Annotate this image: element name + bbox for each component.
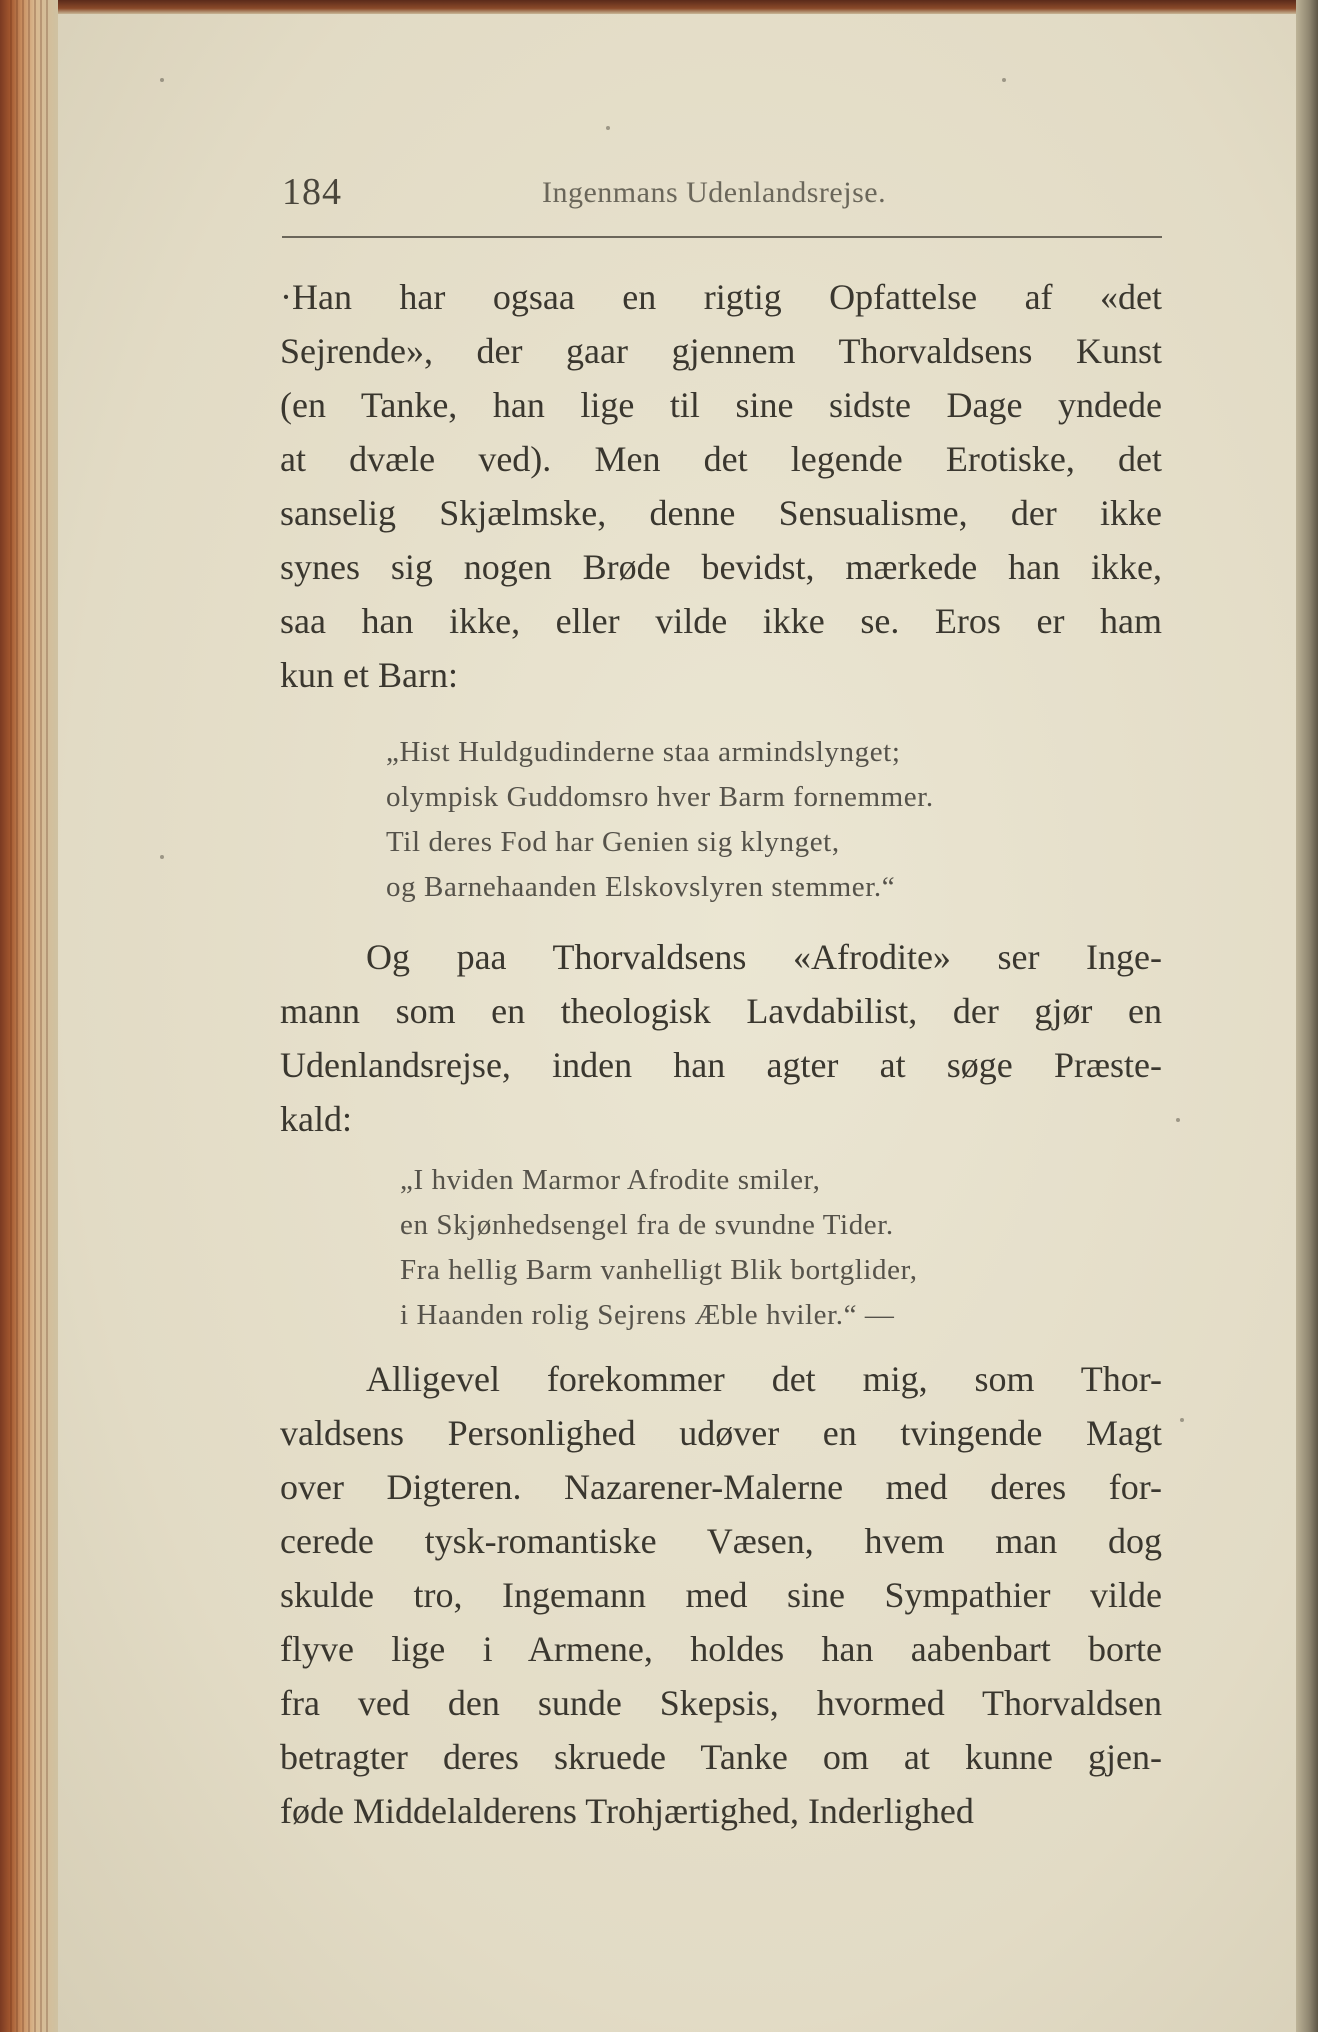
text-line: (en Tanke, han lige til sine sidste Dage yndede	[280, 385, 1162, 425]
text-line: føde Middelalderens Trohjærtighed, Inderlighed	[280, 1791, 974, 1831]
text-line: Og paa Thorvaldsens «Afrodite» ser Inge-	[366, 937, 1162, 977]
text-line: Sejrende», der gaar gjennem Thorvaldsens Kunst	[280, 331, 1162, 371]
text-line: mann som en theologisk Lavdabilist, der gjør en	[280, 991, 1162, 1031]
text-line: Alligevel forekommer det mig, som Thor-	[366, 1359, 1162, 1399]
header-rule	[282, 236, 1162, 238]
paragraph-3	[280, 1352, 1162, 1838]
page-header	[282, 170, 1162, 214]
verse-2	[400, 1158, 1100, 1338]
text-line: over Digteren. Nazarener-Malerne med deres for-	[280, 1467, 1162, 1507]
paragraph-2	[280, 930, 1162, 1146]
page-speck	[606, 126, 610, 130]
text-line: Udenlandsrejse, inden han agter at søge Præste-	[280, 1045, 1162, 1085]
page-speck	[160, 78, 164, 82]
verse-line: Til deres Fod har Genien sig klynget,	[386, 826, 840, 858]
text-line: ·Han har ogsaa en rigtig Opfattelse af «det	[280, 277, 1162, 317]
verse-line: „I hviden Marmor Afrodite smiler,	[400, 1164, 821, 1196]
text-line: fra ved den sunde Skepsis, hvormed Thorvaldsen	[280, 1683, 1162, 1723]
paragraph-1	[280, 270, 1162, 702]
page-speck	[1176, 1118, 1180, 1122]
text-line: flyve lige i Armene, holdes han aabenbart borte	[280, 1629, 1162, 1669]
text-line: betragter deres skruede Tanke om at kunne gjen-	[280, 1737, 1162, 1777]
text-line: kun et Barn:	[280, 655, 458, 695]
verse-1	[386, 730, 1086, 910]
page-speck	[160, 855, 164, 859]
text-line: skulde tro, Ingemann med sine Sympathier vilde	[280, 1575, 1162, 1615]
text-line: cerede tysk-romantiske Væsen, hvem man dog	[280, 1521, 1162, 1561]
verse-line: i Haanden rolig Sejrens Æble hviler.“ —	[400, 1299, 895, 1331]
verse-line: olympisk Guddomsro hver Barm fornemmer.	[386, 781, 934, 813]
page-number: 184	[282, 171, 342, 213]
page-speck	[1002, 78, 1006, 82]
verse-line: „Hist Huldgudinderne staa armindslynget;	[386, 736, 901, 768]
text-line: sanselig Skjælmske, denne Sensualisme, der ikke	[280, 493, 1162, 533]
page-speck	[1180, 1418, 1184, 1422]
text-line: synes sig nogen Brøde bevidst, mærkede han ikke,	[280, 547, 1162, 587]
text-line: at dvæle ved). Men det legende Erotiske, det	[280, 439, 1162, 479]
book-right-edge	[1296, 0, 1318, 2032]
verse-line: en Skjønhedsengel fra de svundne Tider.	[400, 1209, 894, 1241]
page-stack-lines	[10, 0, 50, 2032]
book-top-edge	[0, 0, 1318, 14]
text-line: valdsens Personlighed udøver en tvingende Magt	[280, 1413, 1162, 1453]
verse-line: Fra hellig Barm vanhelligt Blik bortglider,	[400, 1254, 918, 1286]
running-head: Ingenmans Udenlandsrejse.	[542, 176, 887, 209]
verse-line: og Barnehaanden Elskovslyren stemmer.“	[386, 871, 896, 903]
text-line: kald:	[280, 1099, 352, 1139]
text-line: saa han ikke, eller vilde ikke se. Eros er ham	[280, 601, 1162, 641]
